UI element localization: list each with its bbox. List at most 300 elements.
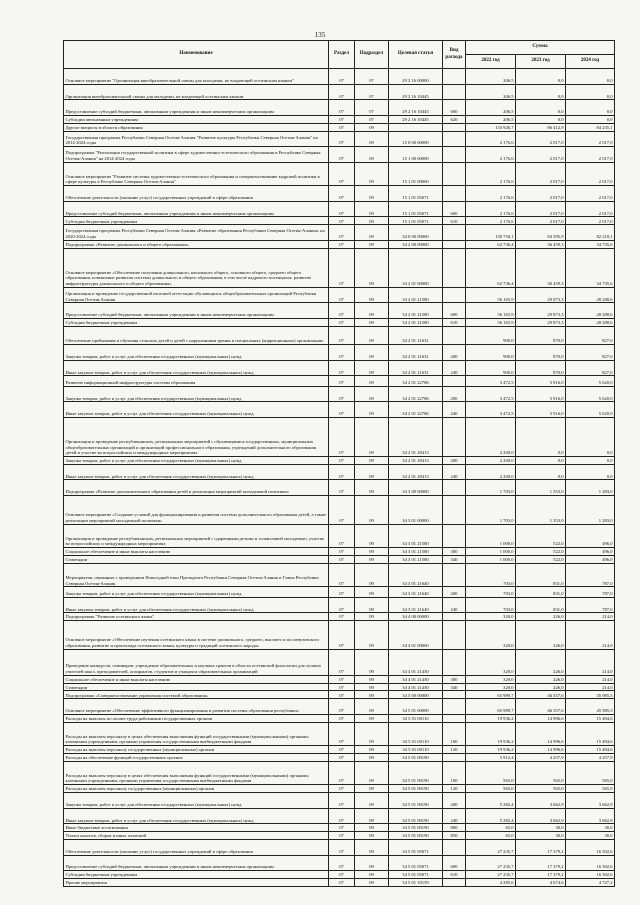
cell-subsection: 09 (355, 345, 389, 361)
cell-subsection: 09 (355, 386, 389, 402)
header-section: Раздел (329, 41, 355, 69)
cell-target-article: 34 2 00 00000 (389, 240, 443, 248)
cell-sum-2022: 62 736,4 (466, 248, 516, 287)
cell-name: Предоставление субсидий бюджетным, автономным учреждениям и иным некоммерческим организациям (64, 201, 329, 217)
cell-sum-2023: 86 412,9 (516, 123, 566, 131)
cell-section: 07 (329, 417, 355, 456)
cell-subsection: 07 (355, 84, 389, 100)
cell-target-article: 15 1 00 00000 (389, 147, 443, 163)
cell-sum-2022: 5 282,4 (466, 808, 516, 824)
cell-name: Иные бюджетные ассигнования (64, 824, 329, 832)
table-row (64, 123, 615, 131)
cell-name: Иные закупки товаров, работ и услуг для обеспечения государственных (муниципальных) нужд (64, 464, 329, 480)
table-row (64, 201, 615, 217)
cell-sum-2022: 2 176,6 (466, 162, 516, 185)
cell-sum-2022: 65 989,7 (466, 699, 516, 715)
cell-sum-2024: 214,0 (566, 649, 615, 675)
cell-sum-2024: 16 502,6 (566, 855, 615, 871)
cell-sum-2024: 2 017,0 (566, 186, 615, 202)
cell-target-article: 34 5 01 00110 (389, 714, 443, 722)
cell-section: 07 (329, 597, 355, 613)
table-row (64, 808, 615, 824)
cell-sum-2024: 4 727,2 (566, 878, 615, 886)
cell-target-article: 34 0 00 00000 (389, 225, 443, 241)
table-row (64, 303, 615, 319)
cell-expense-type (443, 162, 466, 185)
cell-name: Уплата налогов, сборов и иных платежей (64, 832, 329, 840)
cell-sum-2022: 2 200,0 (466, 457, 516, 465)
cell-section: 07 (329, 115, 355, 123)
cell-subsection: 09 (355, 287, 389, 303)
cell-sum-2022: 65,0 (466, 832, 516, 840)
cell-name: Основное мероприятие «Создание условий для функционирования и развития системы дополнительного образования детей, а также реализации мероприятий молодежной политики» (64, 496, 329, 525)
cell-section: 07 (329, 240, 355, 248)
cell-name: Основное мероприятие «Обеспечение изучения осетинского языка в системе дошкольного, среднего, высшего и послевузовского образования, развитие и пропаганда осетинского языка, культуры и традиций осетинского народа» (64, 621, 329, 650)
cell-sum-2023: 14 996,6 (516, 746, 566, 754)
cell-target-article: 29 2 16 00000 (389, 69, 443, 85)
cell-subsection: 09 (355, 376, 389, 386)
cell-subsection: 09 (355, 303, 389, 319)
cell-expense-type: 600 (443, 100, 466, 116)
cell-target-article: 15 0 00 00000 (389, 131, 443, 147)
cell-target-article: 34 2 01 22786 (389, 386, 443, 402)
cell-sum-2023: 0,0 (516, 84, 566, 100)
cell-name: Иные закупки товаров, работ и услуг для обеспечения государственных (муниципальных) нужд (64, 597, 329, 613)
cell-section: 07 (329, 785, 355, 793)
table-row (64, 240, 615, 248)
cell-subsection: 09 (355, 613, 389, 621)
cell-sum-2023: 226,0 (516, 649, 566, 675)
cell-name: Обеспечение деятельности (оказание услуг) государственных учреждений в сфере образования (64, 839, 329, 855)
cell-sum-2024: 496,0 (566, 524, 615, 547)
cell-name: Предоставление субсидий бюджетным, автономным учреждениям и иным некоммерческим организациям (64, 855, 329, 871)
cell-section: 07 (329, 360, 355, 376)
cell-name: Обеспечение пребывания и обучения сельских детей и детей с нарушениями зрения в специальных (коррекционных) организациях (64, 326, 329, 344)
cell-sum-2022: 19 936,2 (466, 722, 516, 745)
cell-sum-2023: 870,0 (516, 360, 566, 376)
cell-target-article: 29 2 16 10445 (389, 100, 443, 116)
table-row (64, 147, 615, 163)
cell-expense-type (443, 714, 466, 722)
cell-sum-2022: 5 912,4 (466, 753, 516, 761)
cell-sum-2023: 522,0 (516, 556, 566, 564)
cell-subsection: 09 (355, 162, 389, 185)
cell-expense-type: 610 (443, 217, 466, 225)
cell-name: Расходы на выплаты персоналу в целях обеспечения выполнения функций государственными (муниципальными) органами, казенными учреждениями, органами управления государственными внебюджетными фондами (64, 722, 329, 745)
cell-section: 07 (329, 675, 355, 683)
cell-sum-2022: 565,0 (466, 761, 516, 784)
cell-sum-2022: 320,0 (466, 675, 516, 683)
cell-sum-2022: 703,0 (466, 563, 516, 586)
cell-target-article: 34 5 01 00190 (389, 808, 443, 824)
cell-subsection: 09 (355, 746, 389, 754)
cell-sum-2023: 0,0 (516, 115, 566, 123)
cell-name: Основное мероприятие «Обеспечение эффективного функционирования и развития системы образования республики» (64, 699, 329, 715)
cell-target-article: 34 5 01 00190 (389, 761, 443, 784)
cell-sum-2023: 226,0 (516, 675, 566, 683)
cell-sum-2023: 17 379,2 (516, 855, 566, 871)
cell-name: Расходы на обеспечение функций государственных органов (64, 753, 329, 761)
cell-sum-2024: 15 494,6 (566, 714, 615, 722)
cell-sum-2024: 214,0 (566, 621, 615, 650)
cell-sum-2023: 36 459,3 (516, 240, 566, 248)
cell-sum-2022: 3 472,5 (466, 402, 516, 418)
cell-sum-2022: 1 000,0 (466, 556, 516, 564)
cell-name: Расходы на выплаты по оплате труда работников государственных органов (64, 714, 329, 722)
table-row (64, 345, 615, 361)
table-row (64, 84, 615, 100)
cell-name: Субсидии автономным учреждениям (64, 115, 329, 123)
cell-target-article: 29 2 16 10445 (389, 115, 443, 123)
cell-sum-2023: 4 257,9 (516, 753, 566, 761)
table-row (64, 675, 615, 683)
cell-sum-2023: 46 357,6 (516, 691, 566, 699)
cell-sum-2022: 2 176,6 (466, 186, 516, 202)
cell-target-article: 34 5 01 00190 (389, 793, 443, 809)
cell-section: 07 (329, 855, 355, 871)
table-row (64, 839, 615, 855)
cell-section: 07 (329, 480, 355, 496)
cell-section: 07 (329, 808, 355, 824)
header-year-2023: 2023 год (516, 55, 566, 69)
cell-sum-2023: 4 674,6 (516, 878, 566, 886)
cell-name: Подпрограмма «Совершенствование управления системой образования» (64, 691, 329, 699)
cell-name: Субсидии бюджетным учреждениям (64, 319, 329, 327)
cell-sum-2022: 130 750,1 (466, 225, 516, 241)
table-row (64, 793, 615, 809)
table-row (64, 824, 615, 832)
cell-expense-type (443, 287, 466, 303)
cell-subsection: 09 (355, 186, 389, 202)
table-row (64, 855, 615, 871)
cell-sum-2022: 900,0 (466, 326, 516, 344)
cell-expense-type (443, 649, 466, 675)
cell-expense-type: 100 (443, 761, 466, 784)
table-row (64, 699, 615, 715)
cell-name: Основное мероприятие «Обеспечение получения дошкольного, начального общего, основного общего, среднего общего образования, повышение развития системы дошкольного и общего образования, в том числе кадрового потенциала, развитие инфраструктуры дошкольного и общего образования» (64, 248, 329, 287)
table-row (64, 691, 615, 699)
cell-name: Подпрограмма "Развитие осетинского языка" (64, 613, 329, 621)
cell-subsection: 09 (355, 417, 389, 456)
cell-name: Закупка товаров, работ и услуг для обеспечения государственных (муниципальных) нужд (64, 386, 329, 402)
cell-name: Иные закупки товаров, работ и услуг для обеспечения государственных (муниципальных) нужд (64, 402, 329, 418)
cell-expense-type (443, 480, 466, 496)
cell-name: Расходы на выплаты персоналу государственных (муниципальных) органов (64, 746, 329, 754)
cell-section: 07 (329, 326, 355, 344)
cell-sum-2022: 3 472,5 (466, 376, 516, 386)
cell-target-article: 34 5 01 05071 (389, 871, 443, 879)
cell-subsection: 09 (355, 248, 389, 287)
cell-subsection: 09 (355, 761, 389, 784)
table-row (64, 878, 615, 886)
cell-subsection: 09 (355, 621, 389, 650)
cell-expense-type (443, 147, 466, 163)
table-row (64, 376, 615, 386)
cell-name: Расходы на выплаты персоналу в целях обеспечения выполнения функций государственными (муниципальными) органами, казенными учреждениями, органами управления государственными внебюджетными фондами (64, 761, 329, 784)
cell-sum-2023: 1 353,0 (516, 480, 566, 496)
table-row (64, 248, 615, 287)
table-row (64, 496, 615, 525)
cell-sum-2023: 5 916,0 (516, 386, 566, 402)
cell-target-article: 34 4 01 21430 (389, 675, 443, 683)
cell-name: Подпрограмма "Реализация государственной политики в сфере художественно-эстетического образования в Республике Северная Осетия-Алания" на 2014-2024 годы (64, 147, 329, 163)
cell-sum-2023: 0,0 (516, 417, 566, 456)
cell-sum-2024: 2 017,0 (566, 131, 615, 147)
cell-subsection: 09 (355, 839, 389, 855)
table-row (64, 621, 615, 650)
cell-sum-2024: 565,0 (566, 761, 615, 784)
cell-subsection: 09 (355, 675, 389, 683)
cell-name: Иные закупки товаров, работ и услуг для обеспечения государственных (муниципальных) нужд (64, 808, 329, 824)
cell-sum-2023: 46 357,6 (516, 699, 566, 715)
cell-expense-type: 850 (443, 832, 466, 840)
cell-sum-2024: 4 257,9 (566, 753, 615, 761)
header-name: Наименование (64, 41, 329, 69)
table-body (64, 69, 615, 887)
cell-name: Другие вопросы в области образования (64, 123, 329, 131)
cell-target-article: 15 1 01 05071 (389, 217, 443, 225)
cell-sum-2024: 214,0 (566, 683, 615, 691)
cell-name: Организация и проведение республиканских, региональных мероприятий с одаренными детьми и талантливой молодежью, участие во всероссийских и международных мероприятиях (64, 524, 329, 547)
table-header (64, 41, 615, 69)
cell-name: Основное мероприятие "Организация внеобразовательной смены для молодежи, не владеющей осетинским языком" (64, 69, 329, 85)
table-row (64, 326, 615, 344)
cell-sum-2022: 27 235,7 (466, 855, 516, 871)
cell-sum-2023: 226,0 (516, 683, 566, 691)
cell-name: Социальное обеспечение и иные выплаты населению (64, 675, 329, 683)
cell-name: Предоставление субсидий бюджетным, автономным учреждениям и иным некоммерческим организациям (64, 100, 329, 116)
cell-subsection: 09 (355, 201, 389, 217)
cell-expense-type (443, 621, 466, 650)
cell-sum-2024: 2 017,0 (566, 147, 615, 163)
cell-sum-2023: 3 662,9 (516, 793, 566, 809)
budget-table (63, 40, 615, 887)
cell-target-article: 34 3 01 21580 (389, 548, 443, 556)
cell-sum-2022: 320,0 (466, 613, 516, 621)
header-sum: Сумма (466, 41, 615, 55)
cell-target-article: 34 2 01 28413 (389, 457, 443, 465)
cell-name: Основное мероприятие "Развитие системы художественно-эстетического образования и совершенствование кадровой политики в сфере культуры в Республике Северная Осетия-Алания" (64, 162, 329, 185)
cell-sum-2024: 0,0 (566, 115, 615, 123)
cell-subsection: 07 (355, 69, 389, 85)
cell-sum-2023: 30,0 (516, 832, 566, 840)
cell-subsection: 09 (355, 824, 389, 832)
cell-target-article: 15 1 01 05071 (389, 201, 443, 217)
cell-section: 07 (329, 548, 355, 556)
cell-subsection: 09 (355, 457, 389, 465)
cell-sum-2024: 827,0 (566, 360, 615, 376)
cell-sum-2023: 17 379,2 (516, 839, 566, 855)
cell-sum-2023: 5 916,0 (516, 402, 566, 418)
cell-sum-2023: 29 873,3 (516, 287, 566, 303)
cell-subsection: 09 (355, 753, 389, 761)
cell-section: 07 (329, 524, 355, 547)
cell-subsection: 09 (355, 714, 389, 722)
cell-expense-type (443, 69, 466, 85)
cell-subsection: 09 (355, 217, 389, 225)
cell-target-article: 34 2 01 28413 (389, 464, 443, 480)
cell-name: Закупка товаров, работ и услуг для обеспечения государственных (муниципальных) нужд (64, 793, 329, 809)
cell-expense-type (443, 753, 466, 761)
cell-sum-2022: 703,0 (466, 597, 516, 613)
cell-expense-type: 600 (443, 855, 466, 871)
cell-expense-type: 240 (443, 402, 466, 418)
cell-sum-2023: 565,0 (516, 761, 566, 784)
cell-expense-type: 120 (443, 746, 466, 754)
cell-sum-2022: 2 176,6 (466, 201, 516, 217)
cell-target-article: 34 2 01 00000 (389, 248, 443, 287)
cell-section: 07 (329, 402, 355, 418)
cell-sum-2023: 831,0 (516, 563, 566, 586)
cell-target-article: 34 5 01 00110 (389, 722, 443, 745)
cell-subsection: 09 (355, 524, 389, 547)
cell-section: 07 (329, 303, 355, 319)
cell-name: Подпрограмма «Развитие дошкольного и общего образования» (64, 240, 329, 248)
table-row (64, 556, 615, 564)
cell-name: Предоставление субсидий бюджетным, автономным учреждениям и иным некоммерческим организациям (64, 303, 329, 319)
cell-subsection: 09 (355, 855, 389, 871)
cell-sum-2022: 565,0 (466, 785, 516, 793)
cell-sum-2023: 0,0 (516, 464, 566, 480)
header-expense-type: Вид расхода (443, 41, 466, 69)
cell-expense-type (443, 563, 466, 586)
cell-subsection: 09 (355, 556, 389, 564)
cell-sum-2023: 0,0 (516, 100, 566, 116)
cell-name: Подпрограмма «Развитие дополнительного образования детей и реализация мероприятий молодежной политики» (64, 480, 329, 496)
cell-sum-2023: 29 873,3 (516, 303, 566, 319)
cell-sum-2024: 2 017,0 (566, 217, 615, 225)
cell-sum-2022: 206,5 (466, 115, 516, 123)
cell-subsection: 09 (355, 563, 389, 586)
cell-section: 07 (329, 871, 355, 879)
cell-sum-2024: 3 662,9 (566, 793, 615, 809)
cell-sum-2023: 30,0 (516, 824, 566, 832)
cell-sum-2022: 2 176,6 (466, 147, 516, 163)
cell-expense-type: 240 (443, 808, 466, 824)
cell-target-article: 15 1 01 05071 (389, 186, 443, 202)
cell-subsection: 09 (355, 808, 389, 824)
cell-subsection: 09 (355, 360, 389, 376)
cell-expense-type: 200 (443, 587, 466, 597)
cell-target-article: 34 5 01 00110 (389, 746, 443, 754)
cell-expense-type: 240 (443, 464, 466, 480)
cell-expense-type: 610 (443, 871, 466, 879)
cell-section: 07 (329, 691, 355, 699)
cell-sum-2024: 214,0 (566, 675, 615, 683)
cell-name: Мероприятия, связанные с проведением Новогодней елки Президента Республики Северная Осетия-Алания и Главы Республики Северная Осетия-Алания (64, 563, 329, 586)
table-row (64, 287, 615, 303)
cell-name: Субсидии бюджетным учреждениям (64, 217, 329, 225)
cell-expense-type (443, 699, 466, 715)
cell-sum-2024: 5 620,0 (566, 402, 615, 418)
cell-sum-2023: 870,0 (516, 345, 566, 361)
cell-sum-2023: 565,0 (516, 785, 566, 793)
cell-sum-2022: 1 703,0 (466, 496, 516, 525)
cell-name: Стипендии (64, 556, 329, 564)
cell-name: Организация и проведение республиканских, региональных мероприятий с обучающимися государственных, муниципальных общеобразовательных организаций и организаций профессионального образования, учреждений дополнительного образования детей и участие во всероссийских и международных мероприятиях (64, 417, 329, 456)
cell-name: Организация внеобразовательной смены для молодежи, не владеющей осетинским языком (64, 84, 329, 100)
table-row (64, 746, 615, 754)
table-row (64, 319, 615, 327)
cell-name: Закупка товаров, работ и услуг для обеспечения государственных (муниципальных) нужд (64, 457, 329, 465)
cell-sum-2022: 320,0 (466, 649, 516, 675)
cell-target-article: 34 2 01 21631 (389, 360, 443, 376)
table-row (64, 563, 615, 586)
cell-sum-2022: 56 165,9 (466, 303, 516, 319)
cell-target-article: 34 3 01 21580 (389, 524, 443, 547)
cell-target-article: 34 5 01 00190 (389, 824, 443, 832)
cell-expense-type: 620 (443, 115, 466, 123)
cell-target-article: 34 5 01 00000 (389, 699, 443, 715)
cell-sum-2024: 0,0 (566, 457, 615, 465)
cell-sum-2023: 2 017,0 (516, 217, 566, 225)
header-year-2024: 2024 год (566, 55, 615, 69)
cell-sum-2023: 226,0 (516, 613, 566, 621)
cell-sum-2023: 226,0 (516, 621, 566, 650)
cell-sum-2022: 27 235,7 (466, 871, 516, 879)
cell-section: 07 (329, 761, 355, 784)
cell-sum-2024: 2 017,0 (566, 162, 615, 185)
cell-section: 07 (329, 186, 355, 202)
cell-subsection: 09 (355, 402, 389, 418)
cell-sum-2022: 62 736,4 (466, 240, 516, 248)
cell-section: 07 (329, 131, 355, 147)
cell-sum-2022: 133 926,7 (466, 123, 516, 131)
cell-target-article: 34 2 01 21631 (389, 345, 443, 361)
cell-sum-2024: 16 502,6 (566, 839, 615, 855)
cell-name: Социальное обеспечение и иные выплаты населению (64, 548, 329, 556)
cell-sum-2024: 30,0 (566, 832, 615, 840)
cell-subsection: 09 (355, 240, 389, 248)
cell-name: Стипендии (64, 683, 329, 691)
cell-section: 07 (329, 683, 355, 691)
cell-target-article: 34 2 01 21580 (389, 303, 443, 319)
cell-subsection: 09 (355, 722, 389, 745)
cell-target-article: 34 3 01 21640 (389, 587, 443, 597)
cell-subsection: 09 (355, 597, 389, 613)
cell-sum-2023: 0,0 (516, 69, 566, 85)
table-row (64, 457, 615, 465)
cell-sum-2023: 831,0 (516, 597, 566, 613)
cell-sum-2024: 0,0 (566, 69, 615, 85)
cell-expense-type (443, 131, 466, 147)
cell-section: 07 (329, 147, 355, 163)
cell-expense-type (443, 248, 466, 287)
cell-target-article: 34 4 01 21430 (389, 683, 443, 691)
cell-name: Государственная программа Республики Северная Осетия-Алания "Развитие культуры Республики Северная Осетия-Алания" на 2014-2024 годы (64, 131, 329, 147)
cell-section: 07 (329, 386, 355, 402)
table-row (64, 761, 615, 784)
cell-target-article: 15 1 01 00000 (389, 162, 443, 185)
table-row (64, 683, 615, 691)
cell-expense-type (443, 417, 466, 456)
cell-subsection: 09 (355, 464, 389, 480)
cell-target-article: 34 5 01 10159 (389, 878, 443, 886)
cell-section: 07 (329, 649, 355, 675)
cell-section: 07 (329, 162, 355, 185)
cell-sum-2024: 0,0 (566, 464, 615, 480)
table-row (64, 162, 615, 185)
cell-sum-2023: 2 017,0 (516, 201, 566, 217)
cell-target-article: 34 3 01 00000 (389, 496, 443, 525)
cell-subsection: 07 (355, 100, 389, 116)
cell-section: 07 (329, 248, 355, 287)
cell-sum-2024: 2 017,0 (566, 201, 615, 217)
table-row (64, 69, 615, 85)
cell-name: Расходы на выплаты персоналу государственных (муниципальных) органов (64, 785, 329, 793)
cell-sum-2024: 28 288,6 (566, 303, 615, 319)
cell-section: 07 (329, 457, 355, 465)
